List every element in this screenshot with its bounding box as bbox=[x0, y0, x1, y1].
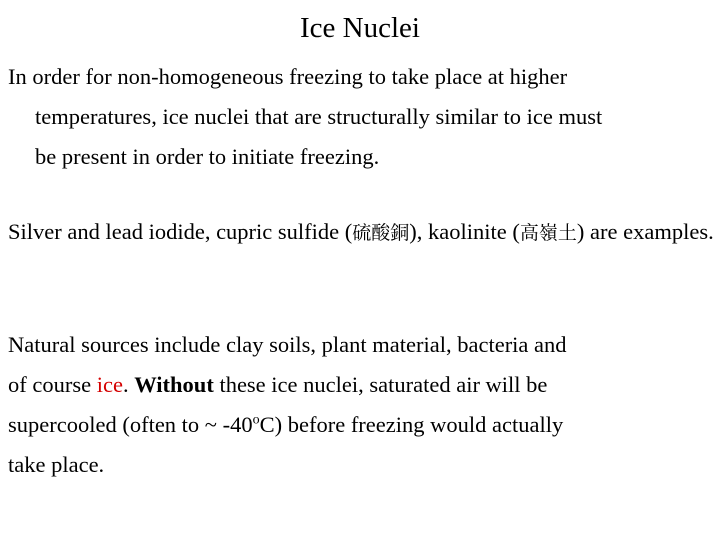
ice-highlight: ice bbox=[96, 372, 123, 397]
p3-line3-start: supercooled (often to ~ -40 bbox=[8, 412, 253, 437]
paragraph-ice-nuclei-intro bbox=[8, 57, 720, 177]
p1-line1: In order for non-homogeneous freezing to take place at higher bbox=[8, 64, 568, 89]
p2-text-c: ) are examples. bbox=[576, 219, 714, 244]
p2-chinese-kaolinite: 高嶺土 bbox=[519, 222, 577, 244]
p2-chinese-cupric-sulfide: 硫酸銅 bbox=[352, 222, 410, 244]
degree-superscript: o bbox=[252, 412, 260, 428]
p1-line2: temperatures, ice nuclei that are structurally similar to ice must bbox=[35, 104, 603, 129]
p1-line3: be present in order to initiate freezing. bbox=[35, 144, 380, 169]
paragraph-examples bbox=[8, 212, 720, 253]
p3-line3-end: C) before freezing would actually bbox=[259, 412, 564, 437]
p2-text-a: Silver and lead iodide, cupric sulfide ( bbox=[8, 219, 353, 244]
p2-text-b: ), kaolinite ( bbox=[409, 219, 520, 244]
p3-line2-end: these ice nuclei, saturated air will be bbox=[213, 372, 548, 397]
page-title: Ice Nuclei bbox=[300, 12, 420, 44]
p3-line2-start: of course bbox=[8, 372, 97, 397]
paragraph-natural-sources bbox=[8, 325, 716, 485]
p3-line2-period: . bbox=[122, 372, 135, 397]
p3-line1: Natural sources include clay soils, plant material, bacteria and bbox=[8, 332, 567, 357]
without-emphasis: Without bbox=[134, 372, 214, 397]
p3-line4: take place. bbox=[8, 452, 105, 477]
